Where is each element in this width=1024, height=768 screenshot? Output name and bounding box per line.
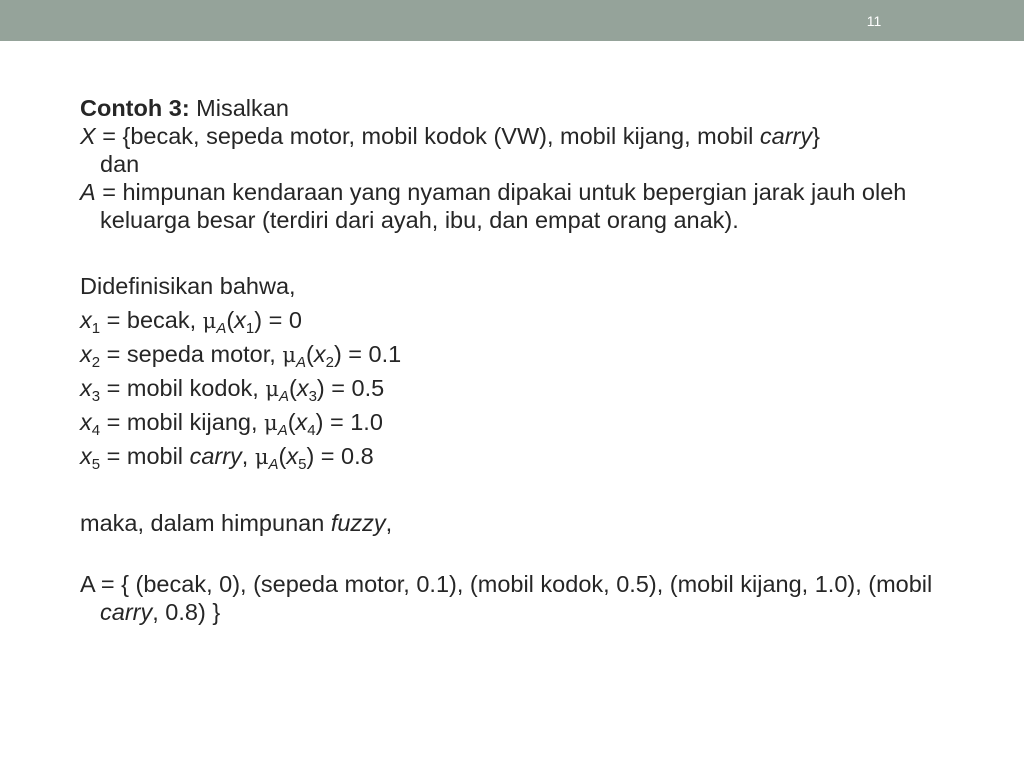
membership-row <box>80 374 980 408</box>
element-index: 1 <box>91 320 101 337</box>
paren-open: ( <box>278 443 287 469</box>
membership-mu: μ <box>264 411 278 435</box>
conclusion-italic: fuzzy <box>330 510 386 536</box>
arg-index: 1 <box>245 320 255 337</box>
membership-set-sub <box>279 388 289 405</box>
element-index: 3 <box>91 388 101 405</box>
result-text: A = { (becak, 0), (sepeda motor, 0.1), (mobil kodok, 0.5), (mobil kijang, 1.0), (mobil <box>80 571 933 597</box>
set-symbol: A <box>216 320 227 337</box>
membership-mu: μ <box>254 445 269 469</box>
spacer <box>80 476 980 509</box>
set-x-close: } <box>812 123 820 149</box>
element-name: = sepeda motor, <box>100 341 283 367</box>
set-a-symbol: A <box>80 179 96 205</box>
set-x-italic: carry <box>759 123 813 149</box>
arg-index: 3 <box>308 388 317 405</box>
result-set <box>80 570 980 626</box>
membership-row <box>80 340 980 374</box>
membership-set-sub <box>296 354 306 371</box>
conclusion-end: , <box>385 510 393 536</box>
arg-variable: x <box>234 307 246 333</box>
element-variable: x <box>80 409 92 435</box>
spacer <box>80 234 980 272</box>
defined-line: Didefinisikan bahwa, <box>80 273 296 299</box>
element-index: 2 <box>91 354 101 371</box>
membership-row <box>80 408 980 442</box>
membership-mu: μ <box>282 343 296 367</box>
conclusion-line <box>80 509 980 537</box>
membership-value: ) = 0.8 <box>306 443 374 469</box>
set-a-text: = himpunan kendaraan yang nyaman dipakai untuk bepergian jarak jauh oleh keluarga besar (terdiri dari ayah, ibu, dan empat orang anak). <box>95 179 907 233</box>
membership-row <box>80 442 980 476</box>
element-name: = becak, <box>100 307 203 333</box>
conclusion-text: maka, dalam himpunan <box>80 510 331 536</box>
membership-value: ) = 0 <box>254 307 302 333</box>
membership-value: ) = 0.5 <box>316 375 385 401</box>
set-a-definition <box>80 178 980 234</box>
set-x-cont: dan <box>100 151 140 177</box>
slide-number: 11 <box>866 13 882 29</box>
membership-value: ) = 1.0 <box>315 409 383 435</box>
element-name: = mobil <box>100 443 190 469</box>
arg-index: 4 <box>307 422 316 439</box>
membership-set-sub <box>278 422 288 439</box>
example-heading: Contoh 3: <box>80 95 190 121</box>
arg-index: 5 <box>298 456 307 473</box>
set-x-text: = {becak, sepeda motor, mobil kodok (VW), mobil kijang, mobil <box>95 123 760 149</box>
element-index: 5 <box>91 456 101 473</box>
membership-mu: μ <box>265 377 279 401</box>
slide-header-bar <box>0 0 1024 41</box>
arg-variable: x <box>296 375 309 401</box>
set-symbol: A <box>268 456 279 473</box>
membership-set-sub <box>216 320 226 337</box>
element-variable: x <box>80 341 92 367</box>
element-index: 4 <box>91 422 101 439</box>
set-x-definition <box>80 122 980 178</box>
paren-open: ( <box>226 307 235 333</box>
set-symbol: A <box>296 354 307 371</box>
arg-index: 2 <box>325 354 334 371</box>
element-variable: x <box>80 307 92 333</box>
membership-mu: μ <box>202 309 217 333</box>
intro-line <box>80 94 980 122</box>
element-name: = mobil kijang, <box>100 409 265 435</box>
set-x-symbol: X <box>80 123 96 149</box>
element-variable: x <box>80 375 92 401</box>
membership-row <box>80 306 980 340</box>
membership-list <box>80 306 980 476</box>
slide-content <box>80 94 980 626</box>
element-name-italic: carry <box>189 443 242 469</box>
comma: , <box>241 443 255 469</box>
set-symbol: A <box>277 422 288 439</box>
paren-open: ( <box>289 375 297 401</box>
membership-value: ) = 0.1 <box>333 341 402 367</box>
arg-variable: x <box>286 443 299 469</box>
arg-variable: x <box>313 341 326 367</box>
arg-variable: x <box>295 409 308 435</box>
paren-open: ( <box>306 341 314 367</box>
element-variable: x <box>80 443 92 469</box>
element-name: = mobil kodok, <box>100 375 266 401</box>
membership-set-sub <box>269 456 279 473</box>
set-symbol: A <box>278 388 289 405</box>
spacer <box>80 537 980 570</box>
result-end: , 0.8) } <box>152 599 221 625</box>
paren-open: ( <box>287 409 296 435</box>
result-italic: carry <box>100 599 153 625</box>
intro-text: Misalkan <box>196 95 289 121</box>
